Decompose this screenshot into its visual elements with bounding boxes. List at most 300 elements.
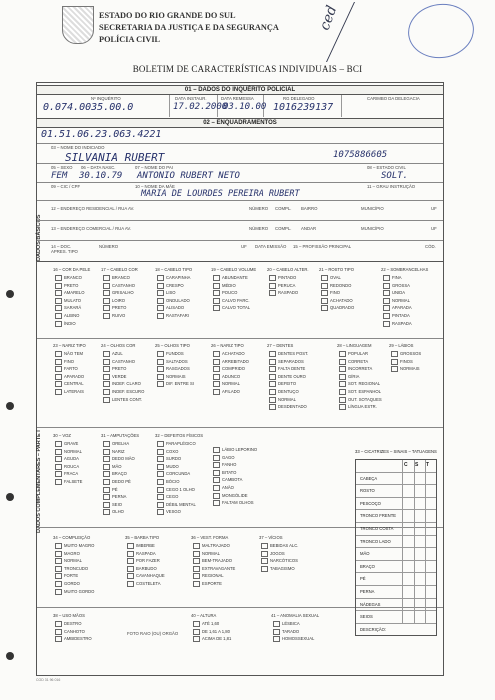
checkbox-square-icon[interactable] [103, 283, 110, 289]
checkbox-square-icon[interactable] [339, 397, 346, 403]
checkbox-square-icon[interactable] [55, 573, 62, 579]
checkbox-option[interactable] [157, 283, 184, 289]
checkbox-option[interactable] [157, 298, 190, 304]
checkbox-square-icon[interactable] [157, 298, 164, 304]
checkbox-option[interactable] [193, 566, 235, 572]
checkbox-option[interactable] [193, 636, 231, 642]
checkbox-square-icon[interactable] [55, 464, 62, 470]
checkbox-square-icon[interactable] [269, 275, 276, 281]
checkbox-square-icon[interactable] [55, 313, 62, 319]
checkbox-square-icon[interactable] [55, 389, 62, 395]
checkbox-square-icon[interactable] [103, 275, 110, 281]
checkbox-option[interactable] [127, 551, 156, 557]
checkbox-option[interactable] [103, 509, 124, 515]
checkbox-option[interactable] [103, 283, 135, 289]
checkbox-square-icon[interactable] [55, 543, 62, 549]
checkbox-square-icon[interactable] [103, 366, 110, 372]
checkbox-square-icon[interactable] [103, 298, 110, 304]
checkbox-option[interactable] [55, 581, 80, 587]
checkbox-square-icon[interactable] [213, 374, 220, 380]
checkbox-option[interactable] [193, 629, 230, 635]
checkbox-square-icon[interactable] [269, 359, 276, 365]
checkbox-option[interactable] [213, 283, 236, 289]
checkbox-option[interactable] [55, 374, 84, 380]
checkbox-square-icon[interactable] [269, 366, 276, 372]
checkbox-square-icon[interactable] [213, 381, 220, 387]
checkbox-option[interactable] [213, 389, 240, 395]
checkbox-square-icon[interactable] [157, 374, 164, 380]
checkbox-square-icon[interactable] [55, 479, 62, 485]
checkbox-square-icon[interactable] [55, 321, 62, 327]
checkbox-square-icon[interactable] [55, 283, 62, 289]
checkbox-square-icon[interactable] [193, 581, 200, 587]
checkbox-option[interactable] [391, 351, 421, 357]
checkbox-option[interactable] [55, 551, 80, 557]
checkbox-square-icon[interactable] [391, 366, 398, 372]
checkbox-square-icon[interactable] [55, 629, 62, 635]
checkbox-option[interactable] [103, 298, 125, 304]
checkbox-option[interactable] [391, 366, 420, 372]
checkbox-square-icon[interactable] [127, 558, 134, 564]
checkbox-square-icon[interactable] [55, 441, 62, 447]
checkbox-option[interactable] [269, 283, 295, 289]
checkbox-square-icon[interactable] [339, 359, 346, 365]
checkbox-option[interactable] [193, 558, 232, 564]
checkbox-option[interactable] [157, 479, 180, 485]
checkbox-square-icon[interactable] [157, 381, 164, 387]
checkbox-option[interactable] [157, 494, 178, 500]
checkbox-option[interactable] [269, 351, 308, 357]
checkbox-square-icon[interactable] [103, 374, 110, 380]
checkbox-square-icon[interactable] [193, 621, 200, 627]
checkbox-option[interactable] [103, 305, 126, 311]
checkbox-option[interactable] [55, 558, 82, 564]
checkbox-square-icon[interactable] [127, 551, 134, 557]
checkbox-square-icon[interactable] [103, 359, 110, 365]
checkbox-square-icon[interactable] [321, 290, 328, 296]
checkbox-square-icon[interactable] [261, 551, 268, 557]
checkbox-option[interactable] [213, 381, 240, 387]
checkbox-square-icon[interactable] [213, 290, 220, 296]
checkbox-option[interactable] [55, 290, 84, 296]
checkbox-option[interactable] [157, 487, 195, 493]
checkbox-option[interactable] [157, 359, 188, 365]
checkbox-option[interactable] [383, 275, 402, 281]
checkbox-square-icon[interactable] [193, 573, 200, 579]
checkbox-square-icon[interactable] [127, 566, 134, 572]
checkbox-square-icon[interactable] [269, 397, 276, 403]
checkbox-square-icon[interactable] [321, 298, 328, 304]
checkbox-option[interactable] [103, 487, 118, 493]
checkbox-square-icon[interactable] [391, 351, 398, 357]
checkbox-option[interactable] [157, 275, 190, 281]
checkbox-option[interactable] [127, 566, 157, 572]
checkbox-option[interactable] [273, 629, 299, 635]
checkbox-option[interactable] [339, 389, 381, 395]
checkbox-option[interactable] [103, 313, 125, 319]
checkbox-square-icon[interactable] [213, 305, 220, 311]
checkbox-square-icon[interactable] [269, 404, 276, 410]
checkbox-option[interactable] [103, 351, 123, 357]
checkbox-square-icon[interactable] [213, 477, 220, 483]
checkbox-square-icon[interactable] [213, 500, 220, 506]
checkbox-option[interactable] [269, 366, 305, 372]
checkbox-square-icon[interactable] [103, 487, 110, 493]
checkbox-square-icon[interactable] [55, 359, 62, 365]
checkbox-option[interactable] [269, 404, 307, 410]
checkbox-option[interactable] [127, 543, 155, 549]
checkbox-square-icon[interactable] [261, 543, 268, 549]
checkbox-option[interactable] [339, 374, 359, 380]
checkbox-square-icon[interactable] [103, 290, 110, 296]
checkbox-square-icon[interactable] [157, 464, 164, 470]
checkbox-option[interactable] [55, 321, 76, 327]
checkbox-option[interactable] [269, 359, 304, 365]
checkbox-option[interactable] [213, 359, 249, 365]
checkbox-square-icon[interactable] [213, 493, 220, 499]
checkbox-square-icon[interactable] [157, 502, 164, 508]
checkbox-option[interactable] [321, 305, 354, 311]
checkbox-option[interactable] [193, 551, 220, 557]
checkbox-square-icon[interactable] [55, 456, 62, 462]
checkbox-option[interactable] [55, 543, 94, 549]
checkbox-square-icon[interactable] [55, 621, 62, 627]
checkbox-option[interactable] [269, 290, 298, 296]
checkbox-option[interactable] [103, 359, 135, 365]
checkbox-option[interactable] [157, 374, 186, 380]
checkbox-label: IMBERBE [136, 543, 155, 549]
checkbox-square-icon[interactable] [55, 305, 62, 311]
checkbox-option[interactable] [103, 502, 122, 508]
checkbox-square-icon[interactable] [383, 290, 390, 296]
checkbox-square-icon[interactable] [339, 404, 346, 410]
checkbox-square-icon[interactable] [383, 275, 390, 281]
checkbox-square-icon[interactable] [261, 566, 268, 572]
checkbox-option[interactable] [269, 374, 306, 380]
checkbox-option[interactable] [261, 558, 298, 564]
checkbox-square-icon[interactable] [103, 313, 110, 319]
checkbox-square-icon[interactable] [157, 351, 164, 357]
checkbox-square-icon[interactable] [193, 636, 200, 642]
checkbox-option[interactable] [383, 298, 410, 304]
checkbox-option[interactable] [55, 275, 82, 281]
checkbox-option[interactable] [55, 573, 78, 579]
checkbox-option[interactable] [321, 275, 341, 281]
checkbox-square-icon[interactable] [213, 351, 220, 357]
checkbox-square-icon[interactable] [55, 381, 62, 387]
checkbox-option[interactable] [103, 290, 134, 296]
checkbox-option[interactable] [103, 275, 130, 281]
checkbox-option[interactable] [103, 471, 127, 477]
checkbox-square-icon[interactable] [213, 455, 220, 461]
checkbox-option[interactable] [193, 621, 219, 627]
checkbox-square-icon[interactable] [213, 359, 220, 365]
checkbox-option[interactable] [55, 621, 81, 627]
checkbox-square-icon[interactable] [339, 374, 346, 380]
checkbox-square-icon[interactable] [321, 283, 328, 289]
checkbox-option[interactable] [103, 479, 131, 485]
checkbox-option[interactable] [269, 397, 296, 403]
checkbox-square-icon[interactable] [55, 290, 62, 296]
checkbox-square-icon[interactable] [383, 305, 390, 311]
checkbox-option[interactable] [157, 381, 194, 387]
checkbox-square-icon[interactable] [269, 374, 276, 380]
checkbox-option[interactable] [55, 366, 78, 372]
checkbox-option[interactable] [339, 351, 368, 357]
checkbox-square-icon[interactable] [193, 566, 200, 572]
checkbox-square-icon[interactable] [321, 275, 328, 281]
checkbox-square-icon[interactable] [55, 351, 62, 357]
checkbox-option[interactable] [55, 629, 85, 635]
checkbox-option[interactable] [103, 389, 144, 395]
checkbox-option[interactable] [213, 366, 245, 372]
checkbox-option[interactable] [157, 471, 190, 477]
checkbox-square-icon[interactable] [127, 573, 134, 579]
checkbox-square-icon[interactable] [127, 581, 134, 587]
checkbox-square-icon[interactable] [103, 305, 110, 311]
checkbox-option[interactable] [55, 313, 79, 319]
checkbox-option[interactable] [55, 471, 78, 477]
checkbox-option[interactable] [213, 298, 250, 304]
checkbox-option[interactable] [213, 290, 237, 296]
checkbox-square-icon[interactable] [55, 636, 62, 642]
checkbox-option[interactable] [55, 464, 79, 470]
checkbox-option[interactable] [339, 381, 380, 387]
checkbox-option[interactable] [55, 305, 81, 311]
checkbox-option[interactable] [55, 381, 84, 387]
checkbox-option[interactable] [213, 275, 248, 281]
checkbox-square-icon[interactable] [103, 449, 110, 455]
checkbox-option[interactable] [55, 441, 78, 447]
checkbox-square-icon[interactable] [213, 298, 220, 304]
checkbox-square-icon[interactable] [55, 298, 62, 304]
checkbox-option[interactable] [213, 462, 236, 468]
checkbox-square-icon[interactable] [213, 389, 220, 395]
checkbox-option[interactable] [213, 500, 254, 506]
checkbox-option[interactable] [339, 397, 382, 403]
checkbox-option[interactable] [261, 551, 285, 557]
checkbox-label: BRANCO [112, 275, 130, 281]
checkbox-option[interactable] [261, 543, 298, 549]
checkbox-square-icon[interactable] [55, 471, 62, 477]
checkbox-option[interactable] [55, 298, 81, 304]
checkbox-square-icon[interactable] [383, 313, 390, 319]
checkbox-option[interactable] [157, 502, 196, 508]
checkbox-square-icon[interactable] [157, 494, 164, 500]
checkbox-option[interactable] [127, 573, 165, 579]
checkbox-option[interactable] [157, 313, 189, 319]
checkbox-square-icon[interactable] [103, 502, 110, 508]
checkbox-option[interactable] [103, 397, 142, 403]
checkbox-option[interactable] [55, 479, 82, 485]
checkbox-square-icon[interactable] [157, 290, 164, 296]
checkbox-option[interactable] [273, 636, 314, 642]
checkbox-square-icon[interactable] [55, 589, 62, 595]
checkbox-square-icon[interactable] [391, 359, 398, 365]
checkbox-square-icon[interactable] [213, 485, 220, 491]
checkbox-option[interactable] [213, 477, 242, 483]
checkbox-option[interactable] [321, 290, 340, 296]
checkbox-square-icon[interactable] [157, 441, 164, 447]
checkbox-option[interactable] [339, 366, 372, 372]
checkbox-square-icon[interactable] [339, 381, 346, 387]
checkbox-square-icon[interactable] [55, 366, 62, 372]
checkbox-square-icon[interactable] [157, 366, 164, 372]
checkbox-square-icon[interactable] [55, 374, 62, 380]
checkbox-option[interactable] [157, 366, 190, 372]
checkbox-square-icon[interactable] [273, 621, 280, 627]
checkbox-option[interactable] [273, 621, 300, 627]
checkbox-option[interactable] [157, 441, 196, 447]
checkbox-square-icon[interactable] [157, 509, 164, 515]
checkbox-option[interactable] [193, 573, 224, 579]
checkbox-option[interactable] [103, 381, 141, 387]
checkbox-option[interactable] [103, 449, 125, 455]
checkbox-square-icon[interactable] [157, 479, 164, 485]
checkbox-option[interactable] [55, 449, 82, 455]
checkbox-square-icon[interactable] [213, 366, 220, 372]
checkbox-square-icon[interactable] [157, 456, 164, 462]
checkbox-option[interactable] [55, 456, 79, 462]
checkbox-option[interactable] [321, 283, 351, 289]
checkbox-square-icon[interactable] [193, 543, 200, 549]
checkbox-square-icon[interactable] [127, 543, 134, 549]
checkbox-option[interactable] [213, 470, 236, 476]
checkbox-square-icon[interactable] [273, 629, 280, 635]
checkbox-option[interactable] [55, 389, 84, 395]
checkbox-option[interactable] [213, 447, 257, 453]
checkbox-square-icon[interactable] [269, 290, 276, 296]
checkbox-option[interactable] [55, 351, 83, 357]
checkbox-square-icon[interactable] [157, 359, 164, 365]
checkbox-option[interactable] [213, 493, 248, 499]
checkbox-label: POPULAR [348, 351, 369, 357]
checkbox-square-icon[interactable] [55, 275, 62, 281]
checkbox-option[interactable] [321, 298, 353, 304]
checkbox-square-icon[interactable] [193, 629, 200, 635]
checkbox-square-icon[interactable] [157, 471, 164, 477]
checkbox-square-icon[interactable] [157, 275, 164, 281]
checkbox-option[interactable] [127, 581, 161, 587]
checkbox-square-icon[interactable] [157, 305, 164, 311]
checkbox-square-icon[interactable] [383, 283, 390, 289]
checkbox-square-icon[interactable] [213, 470, 220, 476]
checkbox-square-icon[interactable] [273, 636, 280, 642]
checkbox-option[interactable] [55, 589, 94, 595]
checkbox-square-icon[interactable] [321, 305, 328, 311]
checkbox-option[interactable] [103, 441, 129, 447]
checkbox-square-icon[interactable] [213, 275, 220, 281]
checkbox-option[interactable] [103, 366, 126, 372]
checkbox-option[interactable] [157, 449, 178, 455]
checkbox-square-icon[interactable] [103, 389, 110, 395]
checkbox-option[interactable] [383, 321, 412, 327]
checkbox-option[interactable] [157, 305, 184, 311]
checkbox-option[interactable] [157, 351, 184, 357]
checkbox-square-icon[interactable] [103, 494, 110, 500]
checkbox-option[interactable] [213, 455, 235, 461]
checkbox-option[interactable] [193, 543, 230, 549]
checkbox-square-icon[interactable] [55, 566, 62, 572]
checkbox-square-icon[interactable] [103, 509, 110, 515]
checkbox-option[interactable] [157, 290, 176, 296]
checkbox-option[interactable] [213, 305, 250, 311]
checkbox-option[interactable] [269, 275, 296, 281]
checkbox-option[interactable] [383, 283, 410, 289]
checkbox-square-icon[interactable] [339, 351, 346, 357]
checkbox-square-icon[interactable] [103, 351, 110, 357]
checkbox-option[interactable] [55, 566, 88, 572]
checkbox-square-icon[interactable] [193, 551, 200, 557]
checkbox-square-icon[interactable] [269, 381, 276, 387]
checkbox-option[interactable] [103, 464, 122, 470]
checkbox-square-icon[interactable] [55, 558, 62, 564]
checkbox-square-icon[interactable] [269, 351, 276, 357]
group-title-1: 17 – CABELO COR [101, 267, 138, 272]
checkbox-square-icon[interactable] [213, 283, 220, 289]
checkbox-option[interactable] [157, 509, 181, 515]
checkbox-option[interactable] [103, 456, 135, 462]
checkbox-square-icon[interactable] [103, 479, 110, 485]
checkbox-square-icon[interactable] [103, 397, 110, 403]
checkbox-square-icon[interactable] [383, 321, 390, 327]
checkbox-square-icon[interactable] [55, 449, 62, 455]
checkbox-option[interactable] [103, 374, 126, 380]
checkbox-option[interactable] [127, 558, 160, 564]
checkbox-square-icon[interactable] [55, 581, 62, 587]
checkbox-option[interactable] [213, 485, 234, 491]
checkbox-square-icon[interactable] [339, 366, 346, 372]
checkbox-square-icon[interactable] [157, 449, 164, 455]
checkbox-square-icon[interactable] [193, 558, 200, 564]
checkbox-option[interactable] [193, 581, 222, 587]
checkbox-square-icon[interactable] [103, 381, 110, 387]
checkbox-option[interactable] [213, 351, 245, 357]
checkbox-square-icon[interactable] [157, 313, 164, 319]
checkbox-square-icon[interactable] [103, 456, 110, 462]
checkbox-square-icon[interactable] [269, 389, 276, 395]
checkbox-square-icon[interactable] [103, 441, 110, 447]
checkbox-option[interactable] [55, 636, 92, 642]
checkbox-option[interactable] [269, 381, 296, 387]
checkbox-square-icon[interactable] [269, 283, 276, 289]
checkbox-square-icon[interactable] [55, 551, 62, 557]
checkbox-option[interactable] [157, 456, 181, 462]
checkbox-option[interactable] [269, 389, 299, 395]
checkbox-square-icon[interactable] [157, 487, 164, 493]
checkbox-square-icon[interactable] [103, 464, 110, 470]
checkbox-square-icon[interactable] [103, 471, 110, 477]
checkbox-option[interactable] [213, 374, 240, 380]
checkbox-option[interactable] [383, 290, 405, 296]
checkbox-option[interactable] [55, 359, 74, 365]
checkbox-option[interactable] [103, 494, 126, 500]
checkbox-option[interactable] [339, 359, 368, 365]
checkbox-square-icon[interactable] [383, 298, 390, 304]
checkbox-square-icon[interactable] [157, 283, 164, 289]
checkbox-option[interactable] [383, 305, 412, 311]
checkbox-option[interactable] [55, 283, 78, 289]
checkbox-option[interactable] [261, 566, 295, 572]
checkbox-option[interactable] [339, 404, 377, 410]
checkbox-square-icon[interactable] [339, 389, 346, 395]
checkbox-option[interactable] [391, 359, 413, 365]
checkbox-square-icon[interactable] [261, 558, 268, 564]
checkbox-square-icon[interactable] [213, 462, 220, 468]
checkbox-option[interactable] [383, 313, 410, 319]
checkbox-option[interactable] [157, 464, 179, 470]
checkbox-square-icon[interactable] [213, 447, 220, 453]
